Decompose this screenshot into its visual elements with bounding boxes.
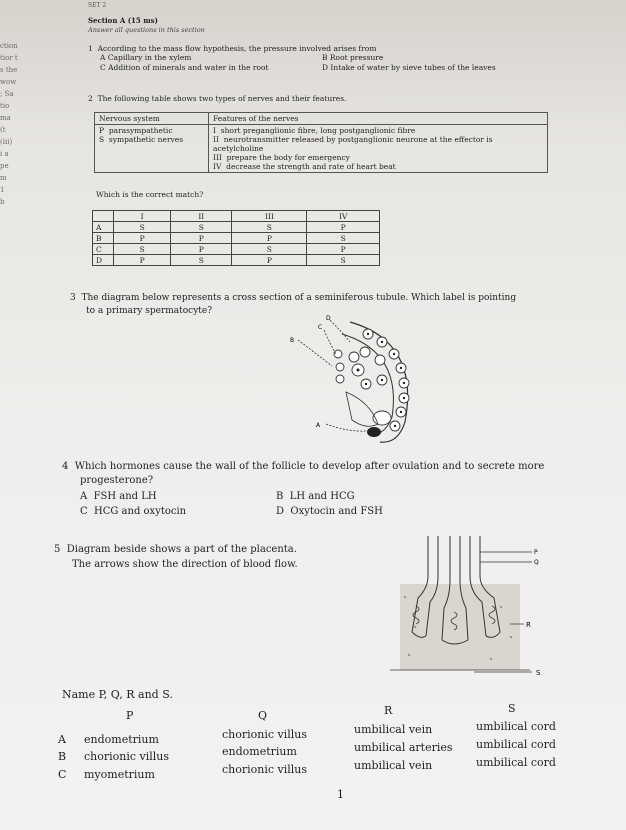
question-2: [88, 94, 346, 103]
q2-number: 2: [88, 94, 93, 103]
q1-option-d[interactable]: D Intake of water by sieve tubes of the leaves: [322, 63, 496, 72]
bleed-text: wow: [0, 78, 17, 86]
placenta-diagram: [390, 536, 560, 686]
question-1: [88, 44, 548, 73]
feature-row: III prepare the body for emergency: [213, 153, 350, 162]
q1-option-b[interactable]: B Root pressure: [322, 53, 384, 62]
diagram-label-q: Q: [534, 559, 539, 566]
q4-text-1: Which hormones cause the wall of the follicle to develop after ovulation and to secrete more: [74, 461, 545, 472]
dark-cell: [367, 427, 381, 437]
match-header-row: I II III IV: [93, 211, 380, 222]
q1-number: 1: [88, 44, 93, 53]
q2-text: The following table shows two types of nerves and their features.: [97, 94, 347, 103]
q1-option-c[interactable]: C Addition of minerals and water in the root: [100, 63, 269, 72]
cell: [336, 363, 344, 371]
q5-col-r: R: [384, 704, 393, 717]
q5-prompt: Name P, Q, R and S.: [62, 688, 173, 701]
seminiferous-tubule-diagram: [270, 312, 430, 452]
cell: [336, 375, 344, 383]
bleed-text: ; Sa: [0, 90, 14, 98]
bleed-text: ma: [0, 114, 11, 122]
endometrium-layer: [400, 584, 520, 670]
q5-text-1: Diagram beside shows a part of the placenta.: [66, 544, 297, 555]
match-row-c[interactable]: C S P S P: [93, 244, 380, 255]
q5-text-2: The arrows show the direction of blood flow.: [72, 559, 298, 570]
q3-number: 3: [70, 293, 76, 303]
q4-option-b[interactable]: B LH and HCG: [276, 491, 355, 502]
cell: [360, 347, 370, 357]
match-row-a[interactable]: A S S S P: [93, 222, 380, 233]
bleed-text: (iii): [0, 138, 13, 146]
section-instruction: Answer all questions in this section: [88, 26, 205, 34]
q4-text-2: progesterone?: [80, 475, 154, 486]
sertoli-cell: [346, 392, 378, 426]
q3-text-1: The diagram below represents a cross section of a seminiferous tubule. Which label is pointing: [81, 293, 517, 303]
feature-col-header: Features of the nerves: [209, 113, 548, 125]
q4-number: 4: [62, 461, 69, 472]
q1-text: According to the mass flow hypothesis, the pressure involved arises from: [97, 44, 377, 53]
match-row-d[interactable]: D P S P S: [93, 255, 380, 266]
q5-col-s: S: [508, 702, 516, 715]
bleed-text: b: [0, 198, 5, 206]
q5-col-p: P: [126, 709, 134, 722]
cell: [334, 350, 342, 358]
q5-col-q: Q: [258, 709, 268, 722]
bleed-text: s the: [0, 66, 18, 74]
match-row-b[interactable]: B P P P S: [93, 233, 380, 244]
bleed-text: tio: [0, 102, 10, 110]
cell-layer: [334, 329, 409, 431]
question-3: [70, 293, 516, 303]
q1-option-a[interactable]: A Capillary in the xylem: [100, 53, 192, 62]
nerve-list: P parasympathetic S sympathetic nerves: [95, 125, 209, 173]
diagram-label-p: P: [534, 549, 538, 556]
q5-number: 5: [54, 544, 61, 555]
nerve-col-header: Nervous system: [95, 113, 209, 125]
exam-page: ction tior t s the wow ; Sa tio ma (t (iii) i a pe m 1 b SET 2 Section A (15 ms) Answer all questions in this section 1 According to the mass flow hypothesis, the pressure involved arises from A Capillary in the xylem B Root pressure C Addition of minerals and water in the root D Intake of water by sieve tubes of the leaves 2 The following table shows two types of nerves and their features. Nervous system Features of the nerves P parasympathetic S sympathetic nerves I short preganglionic fibre, long postganglionic fibre II neurotransmitter released by postganglionic neurone at the effector is acetylcholine III prepare the body for emergency IV decrease the strength and rate of heart beat Which is the correct match? I II III IV A S S S P B P P P S C S P S P D P S P S 3 The diagram below represents a cross section of a seminiferous tubule. Which label is pointing to a primary spermatocyte? B C D A 4 Which hormones cause the wall of the follicle to develop after ovulation and to secrete more progesterone? A FSH and LH B LH and HCG C HCG and oxytocin D Oxytocin and FSH 5 Diagram beside shows a part of the placenta. The arrows show the direction of blood flow. P Q R S Name P, Q, R and S. P Q R S A endometrium chorionic villus umbilical vein umbilical cord B chorionic villus endometrium umbilical arteries umbilical cord C myometrium chorionic villus umbilical vein umbilical cord 1: [0, 0, 626, 830]
q4-option-c[interactable]: C HCG and oxytocin: [80, 506, 187, 517]
page-number: 1: [337, 788, 344, 801]
bleed-text: i a: [0, 150, 9, 158]
cell: [375, 355, 385, 365]
page-tag: SET 2: [88, 2, 107, 9]
diagram-label-a: A: [316, 422, 321, 429]
q4-option-d[interactable]: D Oxytocin and FSH: [276, 506, 383, 517]
question-4: [62, 461, 544, 472]
feature-list: [209, 125, 548, 173]
q3-text-2: to a primary spermatocyte?: [86, 306, 213, 316]
question-5: [54, 544, 297, 555]
diagram-label-c: C: [318, 324, 323, 331]
bleed-text: (t: [0, 126, 6, 134]
q4-option-a[interactable]: A FSH and LH: [80, 491, 157, 502]
feature-row: I short preganglionic fibre, long postganglionic fibre: [213, 126, 416, 135]
q2-question: Which is the correct match?: [96, 190, 204, 199]
feature-row: IV decrease the strength and rate of heart beat: [213, 162, 396, 171]
diagram-label-b: B: [290, 337, 295, 344]
bleed-text: ction: [0, 42, 18, 50]
diagram-label-d: D: [326, 315, 331, 322]
section-title: Section A (15 ms): [88, 16, 158, 25]
bleed-text: 1: [0, 186, 5, 194]
cell: [349, 352, 359, 362]
match-table: [92, 210, 380, 266]
bleed-text: tior t: [0, 54, 18, 62]
bleed-text: m: [0, 174, 7, 182]
feature-row: II neurotransmitter released by postganglionic neurone at the effector is acetylcholine: [213, 135, 493, 153]
bleed-text: pe: [0, 162, 9, 170]
nerve-features-table: [94, 112, 548, 173]
diagram-label-s: S: [536, 669, 541, 677]
diagram-label-r: R: [526, 621, 531, 629]
previous-page-bleed: [0, 40, 40, 300]
